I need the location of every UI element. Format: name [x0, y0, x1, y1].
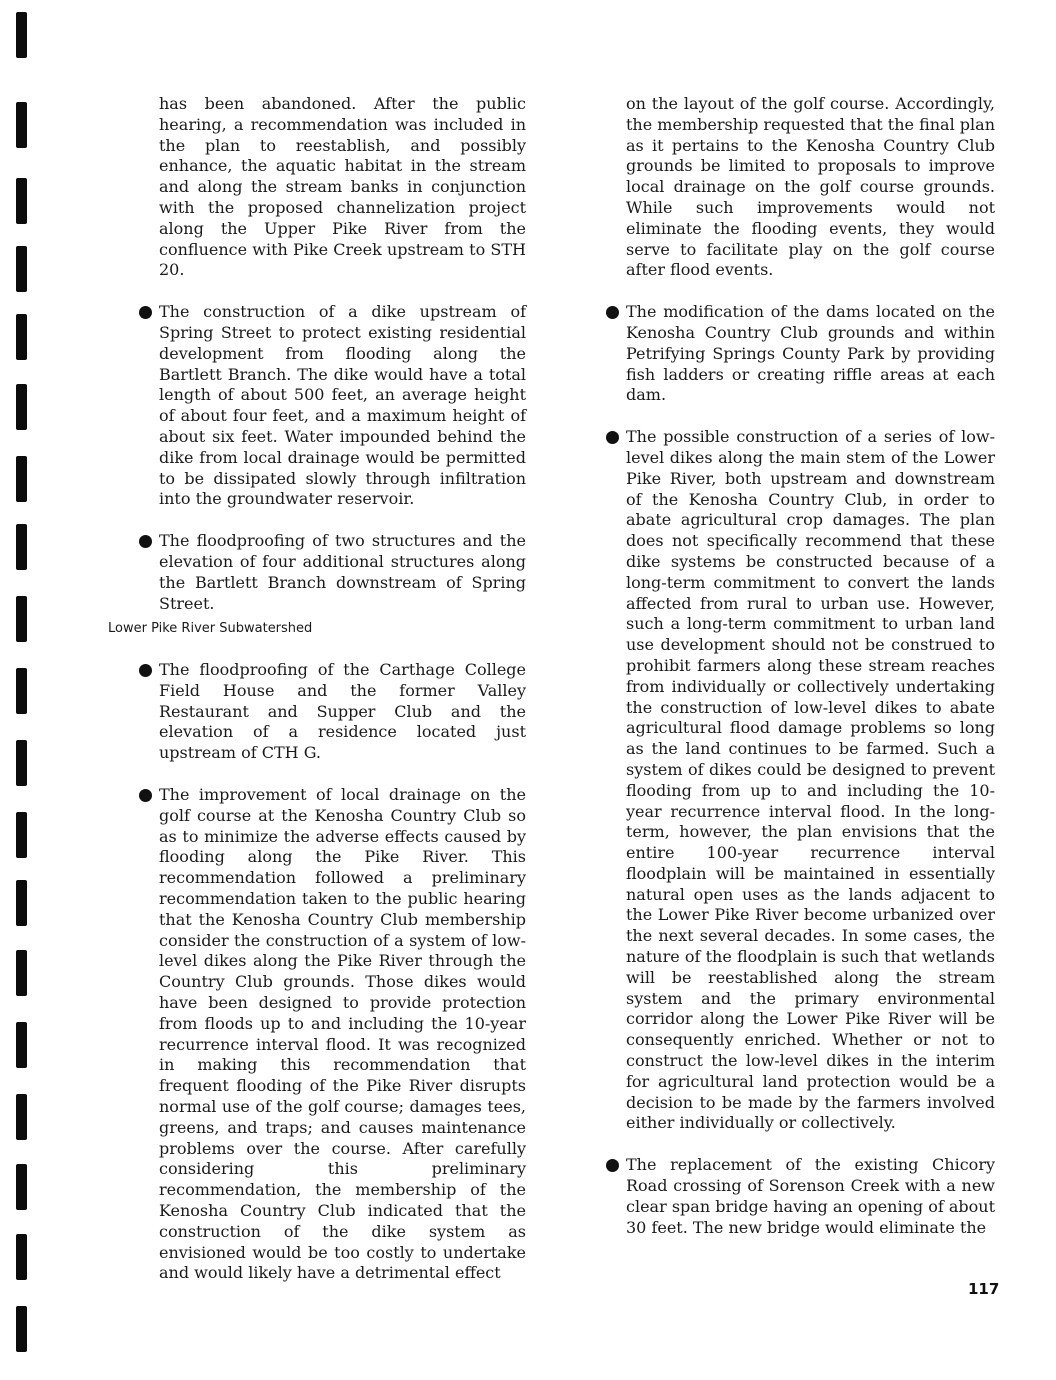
- bullet-icon: [139, 789, 152, 802]
- binding-mark: [16, 1094, 27, 1140]
- binding-mark: [16, 384, 27, 430]
- binding-mark: [16, 102, 27, 148]
- list-item: [159, 531, 526, 614]
- binding-mark: [16, 880, 27, 926]
- list-item: [159, 660, 526, 764]
- binding-mark: [16, 178, 27, 224]
- binding-mark: [16, 1022, 27, 1068]
- binding-mark: [16, 1164, 27, 1210]
- page-number: 117: [968, 1280, 1000, 1298]
- binding-mark: [16, 668, 27, 714]
- binding-mark: [16, 1234, 27, 1280]
- right-intro-paragraph: on the layout of the golf course. Accordingly, the membership requested that the final plan as it pertains to the Kenosha Country Club grounds be limited to proposals to improve local drainage on the golf course grounds. While such improvements would not eliminate the flooding events, they would serve to facilitate play on the golf course after flood events.: [626, 94, 995, 280]
- section-subheading: Lower Pike River Subwatershed: [108, 621, 313, 636]
- binding-mark: [16, 524, 27, 570]
- bullet-icon: [606, 306, 619, 319]
- list-item: [626, 1155, 995, 1238]
- bullet-icon: [139, 306, 152, 319]
- binding-mark: [16, 246, 27, 292]
- bullet-icon: [139, 664, 152, 677]
- bullet-text: The construction of a dike upstream of Spring Street to protect existing residential development from flooding along the Bartlett Branch. The dike would have a total length of about 500 feet, an average height of about four feet, and a maximum height of about six feet. Water impounded behind the dike from local drainage would be permitted to be dissipated slowly through infiltration into the groundwater reservoir.: [159, 302, 526, 509]
- bullet-icon: [606, 431, 619, 444]
- bullet-text: The floodproofing of the Carthage College Field House and the former Valley Restaurant and Supper Club and the elevation of a residence located just upstream of CTH G.: [159, 660, 526, 763]
- bullet-text: The modification of the dams located on the Kenosha Country Club grounds and within Petrifying Springs County Park by providing fish ladders or creating riffle areas at each dam.: [626, 302, 995, 405]
- bullet-text: The possible construction of a series of low-level dikes along the main stem of the Lower Pike River, both upstream and downstream of the Kenosha Country Club, in order to abate agricultural crop damages. The plan does not specifically recommend that these dike systems be constructed because of a long-term commitment to convert the lands affected from rural to urban use. However, such a long-term commitment to urban land use development should not be construed to prohibit farmers along these stream reaches from individually or collectively undertaking the construction of low-level dikes to abate agricultural flood damage problems so long as the land continues to be farmed. Such a system of dikes could be designed to prevent flooding from up to and including the 10-year recurrence interval flood. In the long-term, however, the plan envisions that the entire 100-year recurrence interval floodplain will be maintained in essentially natural open uses as the lands adjacent to the Lower Pike River become urbanized over the next several decades. In some cases, the nature of the floodplain is such that wetlands will be reestablished along the stream system and the primary environmental corridor along the Lower Pike River will be consequently enriched. Whether or not to construct the low-level dikes in the interim for agricultural land protection would be a decision to be made by the farmers involved either individually or collectively.: [626, 427, 995, 1133]
- list-item: [626, 302, 995, 406]
- list-item: [159, 785, 526, 1284]
- bullet-text: The replacement of the existing Chicory Road crossing of Sorenson Creek with a new clear span bridge having an opening of about 30 feet. The new bridge would eliminate the: [626, 1155, 995, 1237]
- left-column: [159, 94, 526, 635]
- list-item: [159, 302, 526, 510]
- right-column: [626, 94, 995, 1259]
- binding-mark: [16, 456, 27, 502]
- binding-mark: [16, 12, 27, 58]
- bullet-icon: [606, 1159, 619, 1172]
- left-intro-paragraph: has been abandoned. After the public hearing, a recommendation was included in the plan to reestablish, and possibly enhance, the aquatic habitat in the stream and along the stream banks in conjunction with the proposed channelization project along the Upper Pike River from the confluence with Pike Creek upstream to STH 20.: [159, 94, 526, 280]
- list-item: [626, 427, 995, 1134]
- binding-mark: [16, 812, 27, 858]
- binding-mark: [16, 314, 27, 360]
- bullet-icon: [139, 535, 152, 548]
- binding-mark: [16, 1306, 27, 1352]
- bullet-text: The floodproofing of two structures and the elevation of four additional structures along the Bartlett Branch downstream of Spring Street.: [159, 531, 526, 613]
- binding-mark: [16, 596, 27, 642]
- binding-mark: [16, 740, 27, 786]
- binding-mark: [16, 950, 27, 996]
- bullet-text: The improvement of local drainage on the golf course at the Kenosha Country Club so as to minimize the adverse effects caused by flooding along the Pike River. This recommendation followed a preliminary recommendation taken to the public hearing that the Kenosha Country Club membership consider the construction of a system of low-level dikes along the Pike River through the Country Club grounds. Those dikes would have been designed to provide protection from floods up to and including the 10-year recurrence interval flood. It was recognized in making this recommendation that frequent flooding of the Pike River disrupts normal use of the golf course; damages tees, greens, and traps; and causes maintenance problems over the course. After carefully considering this preliminary recommendation, the membership of the Kenosha Country Club indicated that the construction of the dike system as envisioned would be too costly to undertake and would likely have a detrimental effect: [159, 784, 526, 1283]
- lower-pike-list: [159, 660, 526, 1305]
